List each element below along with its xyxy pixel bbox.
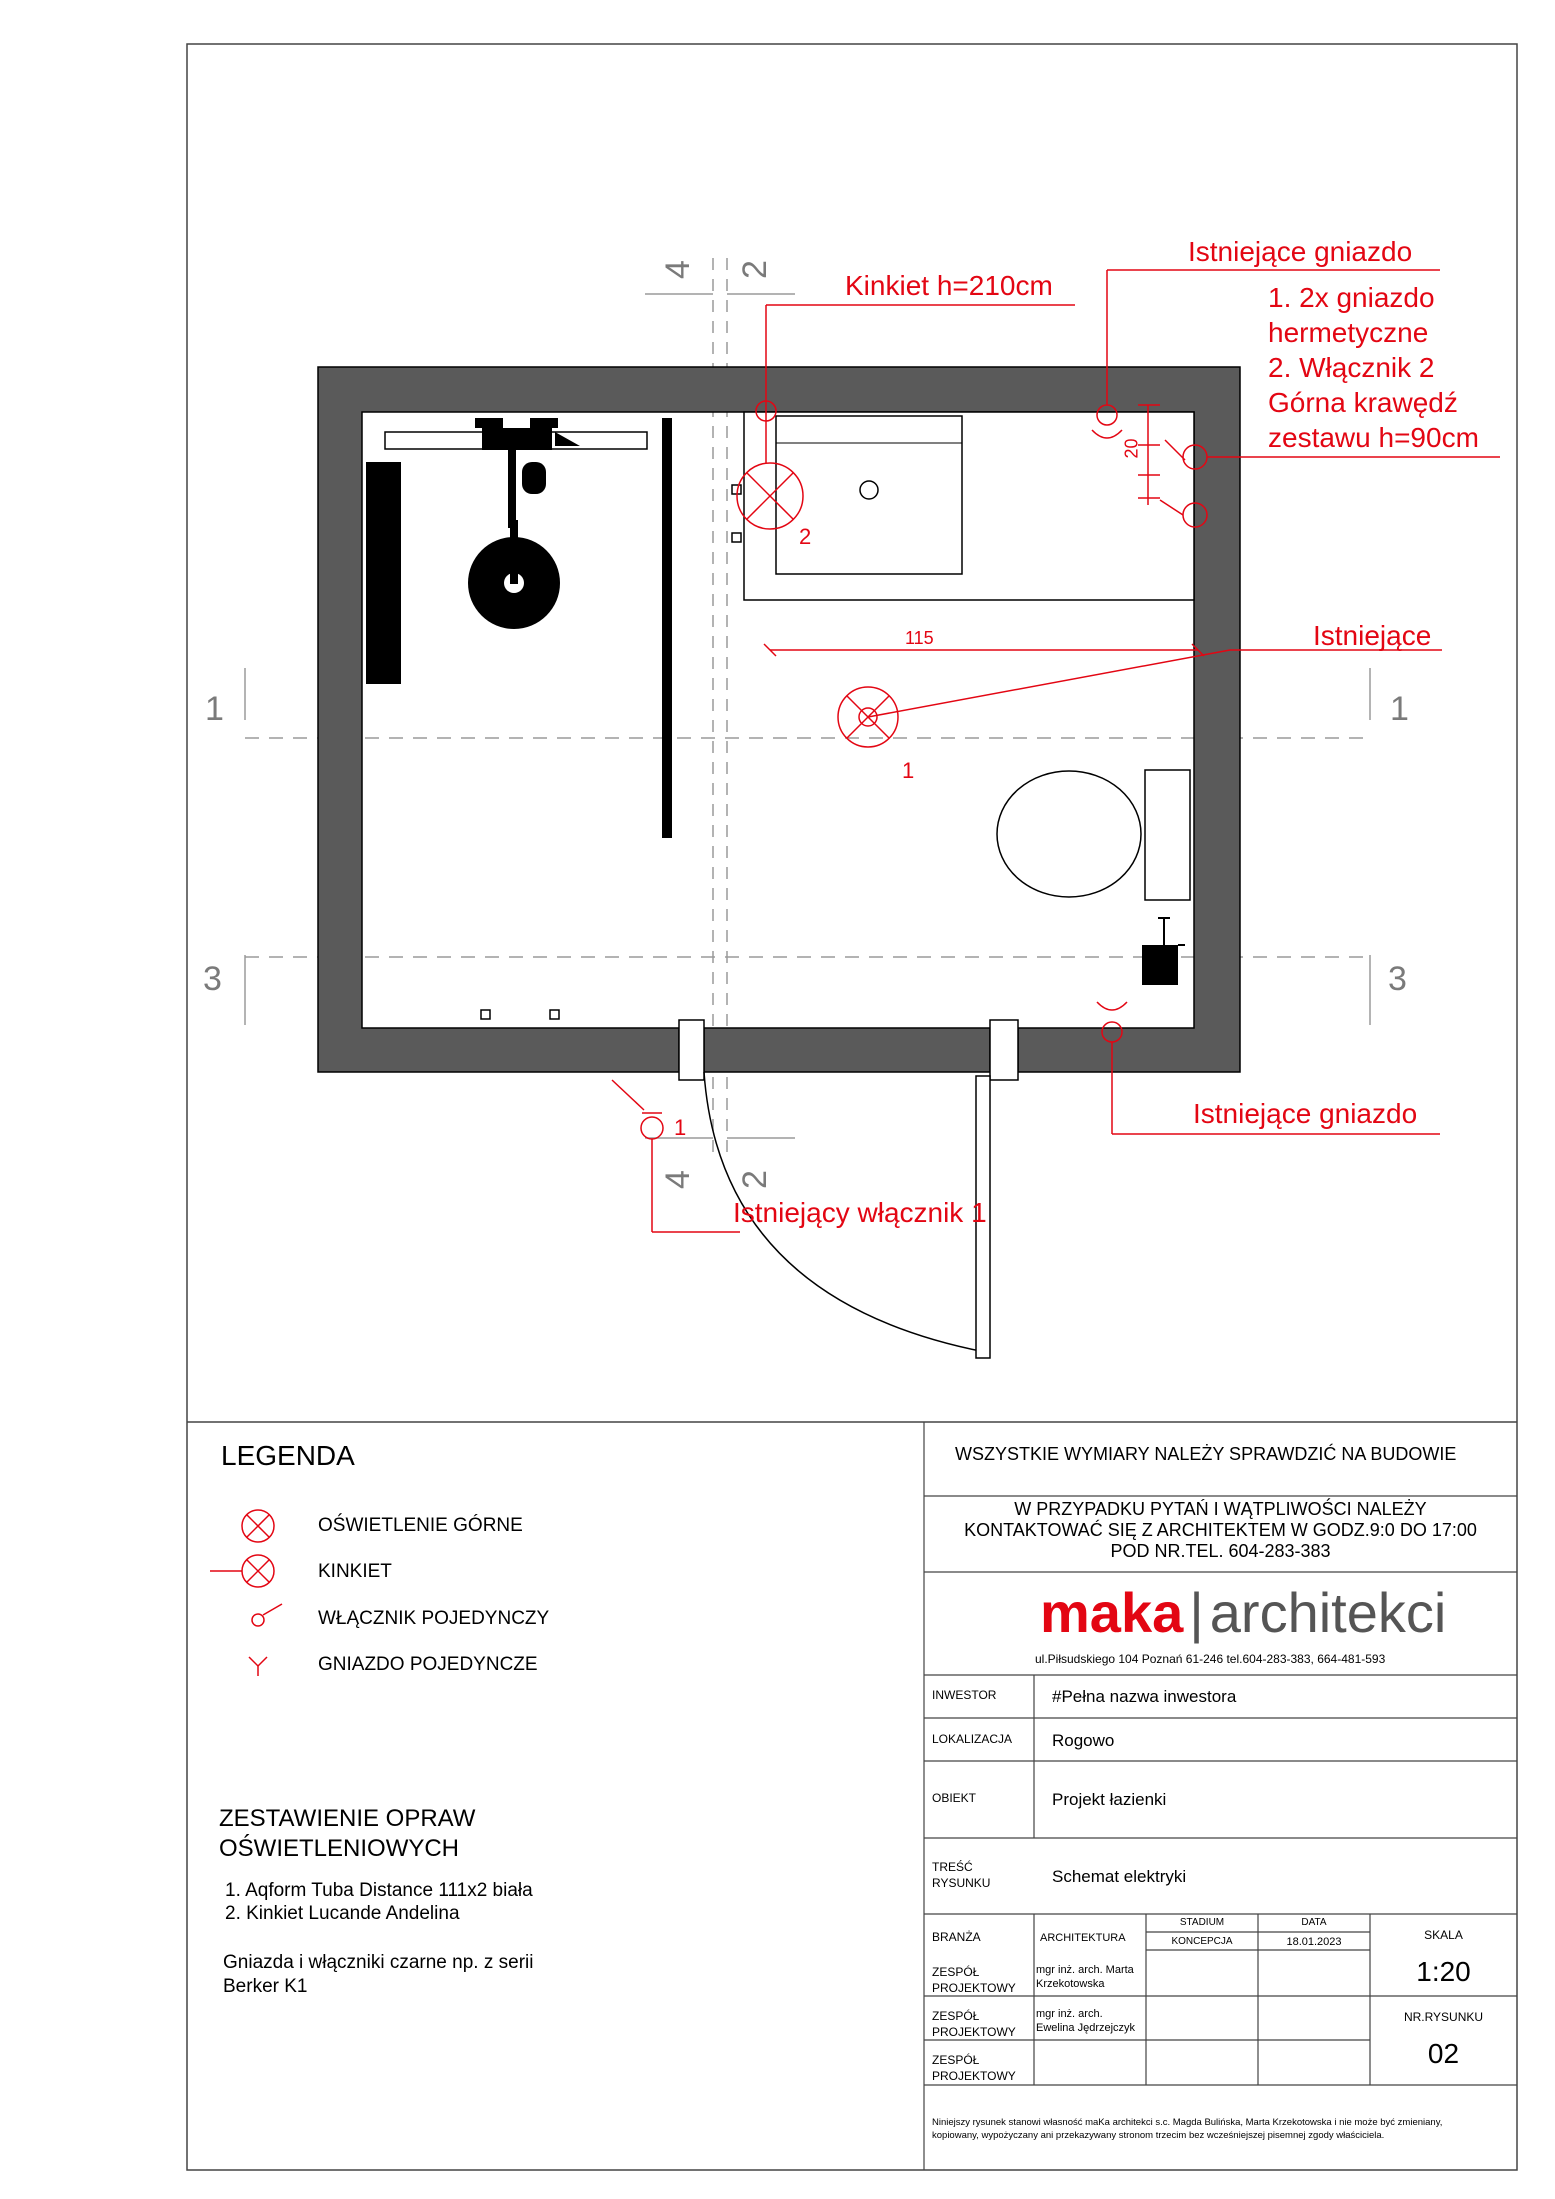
footer-line-2: kopiowany, wypożyczany ani przekazywany stronom trzecim bez wcześniejszej pisemnej zgody właściciela.: [932, 2130, 1385, 2141]
team-member-2-line-1: mgr inż. arch.: [1036, 2008, 1103, 2020]
obiekt-value: Projekt łazienki: [1052, 1790, 1167, 1809]
obiekt-label: OBIEKT: [932, 1791, 977, 1805]
legend-item: WŁĄCZNIK POJEDYNCZY: [318, 1608, 550, 1629]
data-value: 18.01.2023: [1286, 1936, 1342, 1948]
lokalizacja-value: Rogowo: [1052, 1731, 1115, 1750]
fixture-number-1: 1: [902, 758, 915, 783]
tresc-label-line-1: TREŚĆ: [932, 1860, 973, 1874]
annotation-gniazdo-top: Istniejące gniazdo: [1188, 236, 1413, 267]
zespol-label: PROJEKTOWY: [932, 2025, 1016, 2039]
titleblock-notice: WSZYSTKIE WYMIARY NALEŻY SPRAWDZIĆ NA BUDOWIE: [955, 1444, 1457, 1464]
tresc-label-line-2: RYSUNKU: [932, 1876, 991, 1890]
fixture-item-2: 2. Kinkiet Lucande Andelina: [225, 1903, 460, 1924]
nr-rysunku-value: 02: [1427, 2038, 1460, 2069]
annotation-note-line-3: 2. Włącznik 2: [1268, 352, 1435, 383]
branza-value: ARCHITEKTURA: [1040, 1932, 1126, 1944]
dimension-20: 20: [1121, 438, 1142, 459]
contact-line-1: W PRZYPADKU PYTAŃ I WĄTPLIWOŚCI NALEŻY: [1014, 1499, 1427, 1519]
fixture-note-line-2: Berker K1: [223, 1976, 308, 1997]
team-member-1-line-1: mgr inż. arch. Marta: [1036, 1964, 1134, 1976]
axis-label-1-left: 1: [205, 690, 224, 728]
zespol-label: ZESPÓŁ: [932, 2053, 980, 2067]
axis-label-3-right: 3: [1388, 960, 1407, 998]
team-member-1-line-2: Krzekotowska: [1036, 1978, 1105, 1990]
inwestor-value: #Pełna nazwa inwestora: [1052, 1687, 1237, 1706]
stadium-label: STADIUM: [1179, 1917, 1225, 1928]
lokalizacja-label: LOKALIZACJA: [932, 1732, 1013, 1746]
contact-line-3: POD NR.TEL. 604-283-383: [1110, 1541, 1331, 1561]
annotation-note-line-5: zestawu h=90cm: [1268, 422, 1479, 453]
fixture-item-1: 1. Aqform Tuba Distance 111x2 biała: [225, 1880, 533, 1901]
switch-number-1: 1: [674, 1115, 687, 1140]
zespol-label: PROJEKTOWY: [932, 2069, 1016, 2083]
dimension-115: 115: [905, 628, 934, 648]
skala-value: 1:20: [1416, 1956, 1471, 1987]
skala-label: SKALA: [1424, 1928, 1463, 1942]
contact-line-2: KONTAKTOWAĆ SIĘ Z ARCHITEKTEM W GODZ.9:0 DO 17:00: [964, 1520, 1477, 1540]
stadium-value: KONCEPCJA: [1171, 1936, 1233, 1947]
door-jamb-right: [990, 1020, 1018, 1080]
annotation-wlacznik: Istniejący włącznik 1: [733, 1197, 987, 1228]
annotation-note-line-2: hermetyczne: [1268, 317, 1429, 348]
axis-label-1-right: 1: [1390, 690, 1409, 728]
axis-label-2-bottom: 2: [735, 1170, 774, 1189]
axis-label-4-top: 4: [658, 260, 697, 279]
bin: [1142, 918, 1185, 985]
annotation-kinkiet: Kinkiet h=210cm: [845, 270, 1053, 301]
zespol-label: PROJEKTOWY: [932, 1981, 1016, 1995]
logo-architekci: architekci: [1209, 1581, 1447, 1644]
data-label: DATA: [1301, 1917, 1327, 1928]
logo-separator: |: [1189, 1581, 1204, 1644]
zespol-label: ZESPÓŁ: [932, 1965, 980, 1979]
axis-label-4-bottom: 4: [658, 1170, 697, 1189]
legend-item: OŚWIETLENIE GÓRNE: [318, 1515, 523, 1536]
axis-label-3-left: 3: [203, 960, 222, 998]
axis-label-2-top: 2: [735, 260, 774, 279]
inwestor-label: INWESTOR: [932, 1688, 997, 1702]
company-address: ul.Piłsudskiego 104 Poznań 61-246 tel.604-283-383, 664-481-593: [1035, 1652, 1386, 1666]
annotation-note-line-1: 1. 2x gniazdo: [1268, 282, 1435, 313]
legend-item: GNIAZDO POJEDYNCZE: [318, 1654, 538, 1675]
shower: [366, 418, 672, 838]
zespol-label: ZESPÓŁ: [932, 2009, 980, 2023]
legend-item: KINKIET: [318, 1561, 392, 1582]
team-member-2-line-2: Ewelina Jędrzejczyk: [1036, 2022, 1136, 2034]
tresc-value: Schemat elektryki: [1052, 1867, 1187, 1886]
nr-rysunku-label: NR.RYSUNKU: [1403, 2010, 1484, 2024]
fixture-number-2: 2: [799, 524, 812, 549]
legend-title: LEGENDA: [221, 1440, 355, 1471]
logo-maka: maka: [1040, 1581, 1184, 1644]
fixtures-title-line-1: ZESTAWIENIE OPRAW: [219, 1805, 476, 1832]
annotation-note-line-4: Górna krawędź: [1268, 387, 1458, 418]
company-logo: [1040, 1582, 1446, 1644]
branza-label: BRANŻA: [932, 1930, 981, 1944]
toilet: [997, 770, 1190, 900]
fixture-note-line-1: Gniazda i włączniki czarne np. z serii: [223, 1952, 534, 1973]
fixtures-title-line-2: OŚWIETLENIOWYCH: [219, 1835, 460, 1862]
door-jamb-left: [679, 1020, 704, 1080]
annotation-istniejace: Istniejące: [1313, 620, 1432, 651]
glass-partition: [662, 418, 672, 838]
footer-line-1: Niniejszy rysunek stanowi własność maKa architekci s.c. Magda Bulińska, Marta Krzekotowska i nie może być zmieniany,: [932, 2117, 1443, 2128]
annotation-gniazdo-bottom: Istniejące gniazdo: [1193, 1098, 1418, 1129]
